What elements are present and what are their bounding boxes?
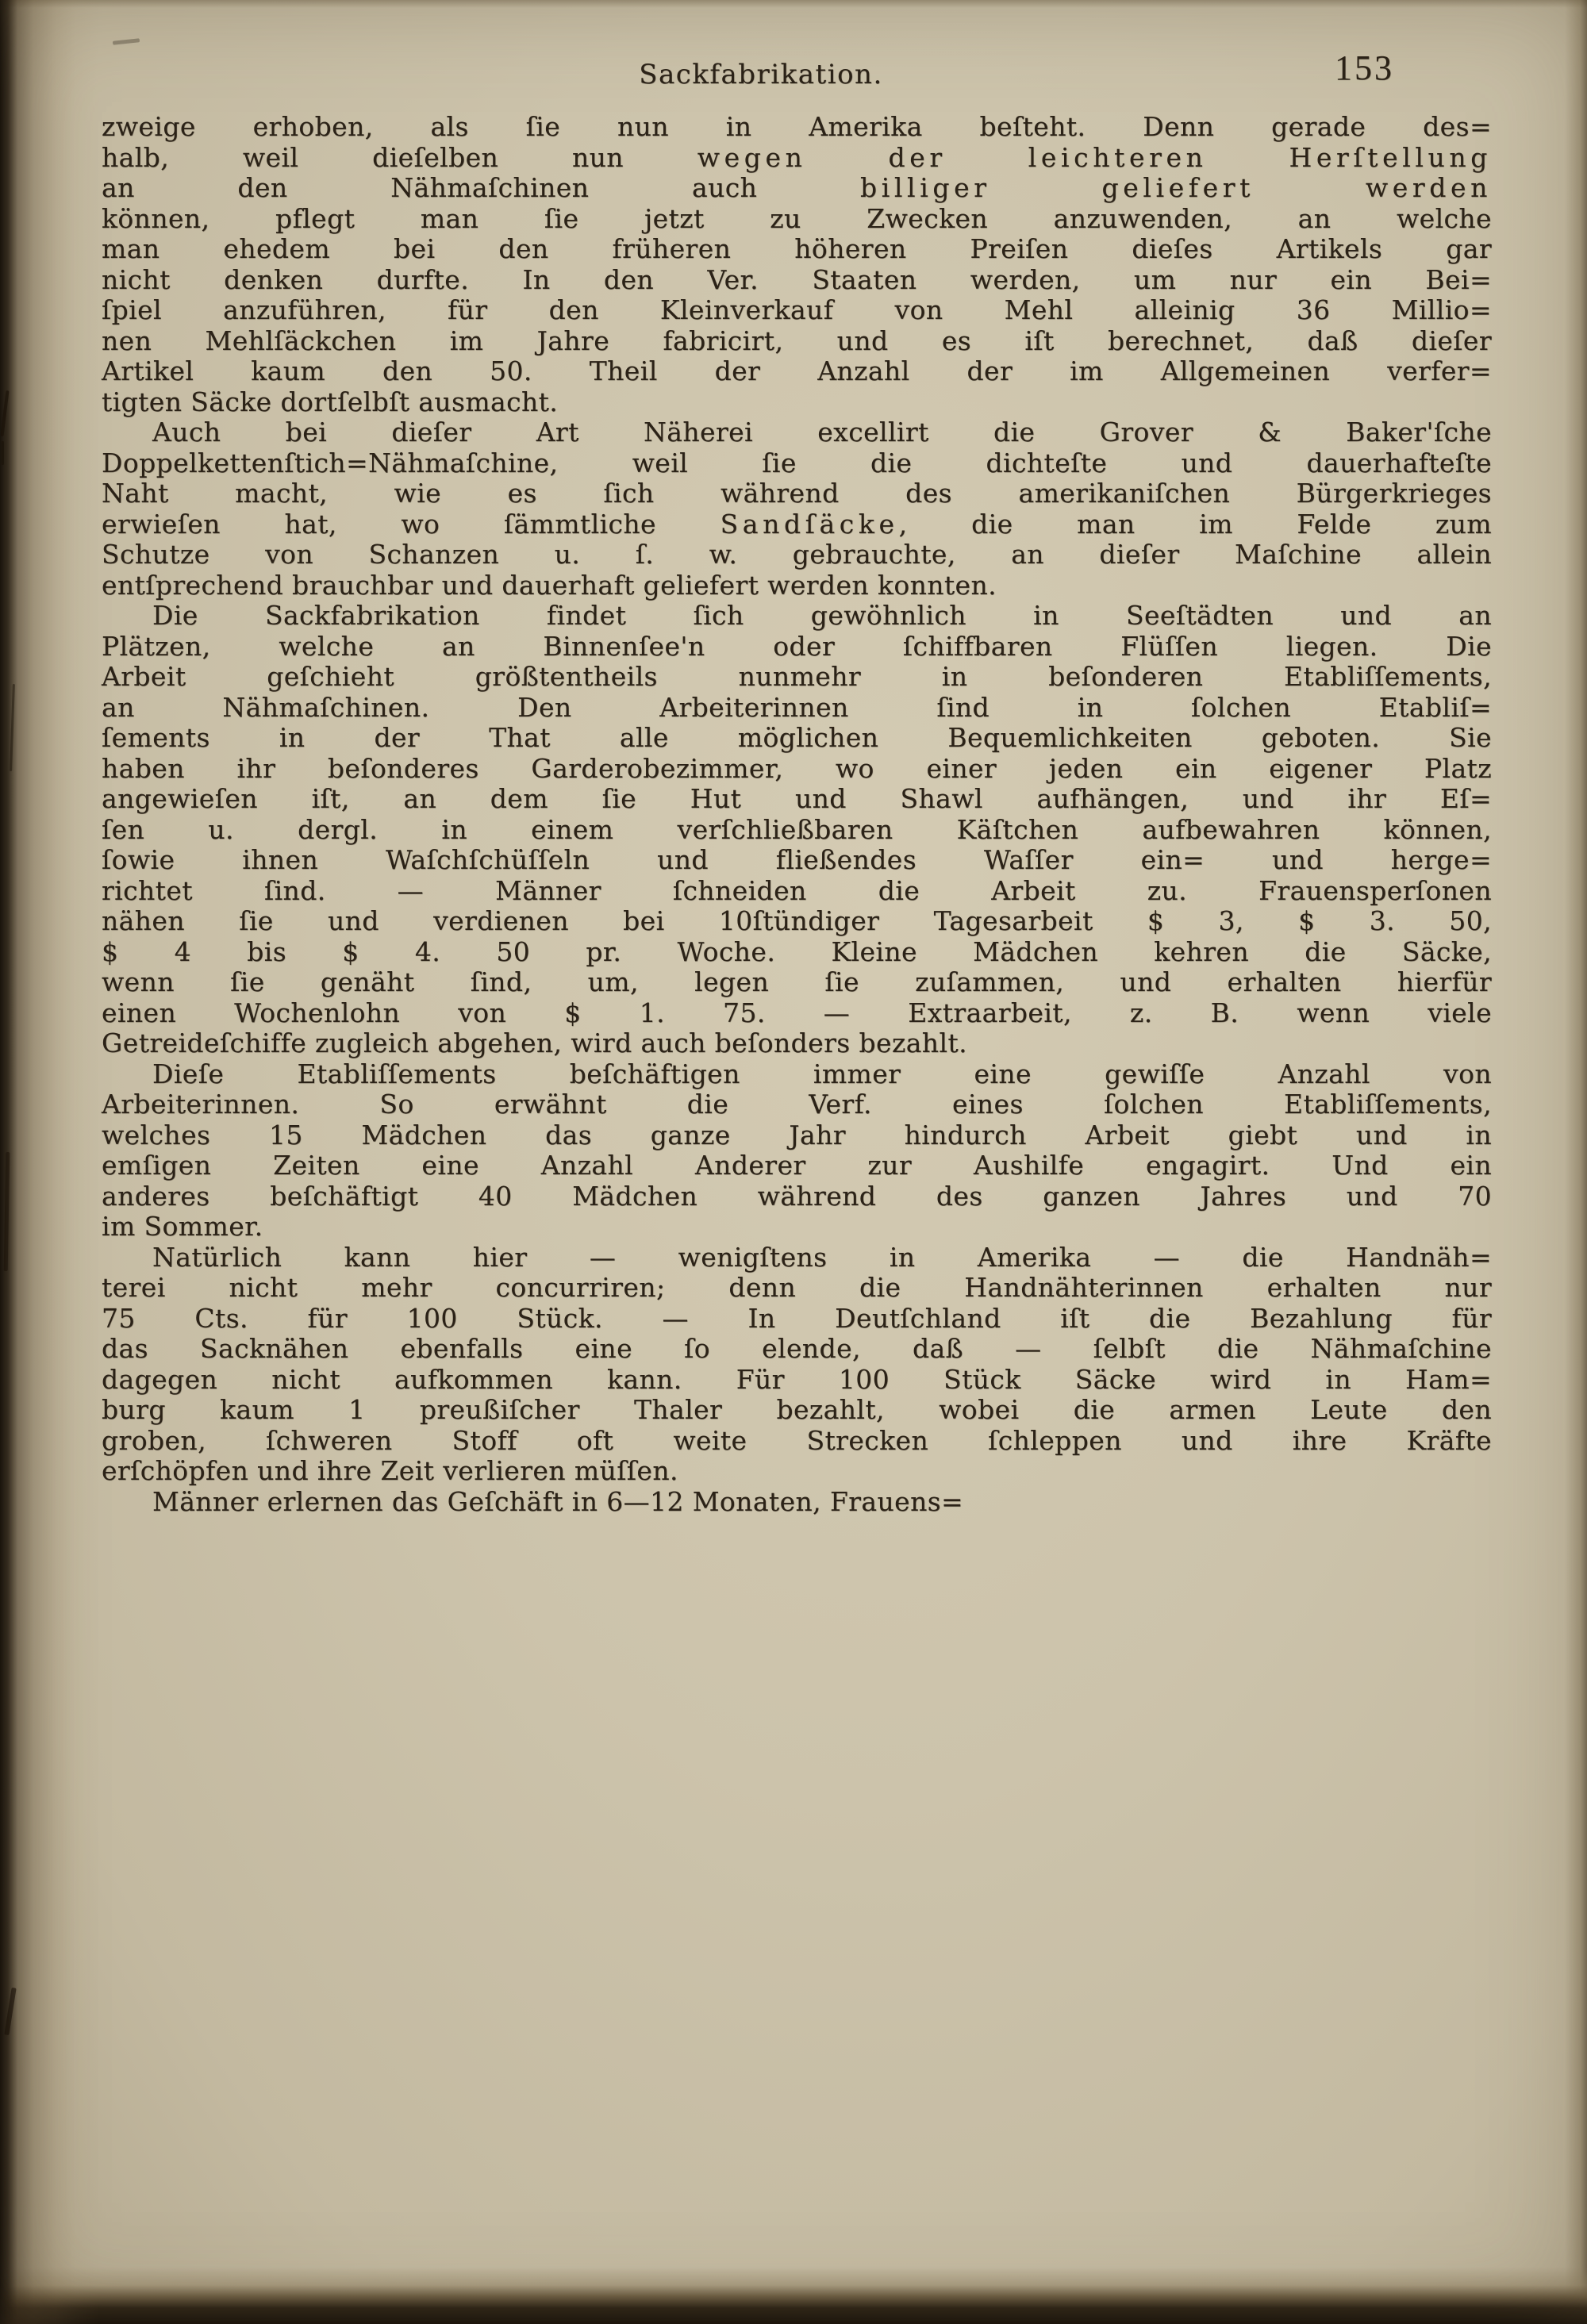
text-segment: man ehedem bei den früheren höheren Preiſen dieſes Artikels gar — [102, 233, 1492, 264]
text-line — [102, 937, 1492, 968]
text-segment: angewieſen iſt, an dem ſie Hut und Shawl aufhängen, und ihr Eſ= — [102, 783, 1492, 814]
text-segment: Artikel kaum den 50. Theil der Anzahl der im Allgemeinen verfer= — [102, 355, 1492, 386]
binding-mark — [10, 684, 15, 771]
text-line — [102, 876, 1492, 907]
text-line — [102, 967, 1492, 998]
text-segment: nähen ſie und verdienen bei 10ſtündiger Tagesarbeit $ 3, $ 3. 50, — [102, 905, 1492, 936]
text-block — [102, 112, 1492, 1517]
text-segment: Dieſe Etabliſſements beſchäftigen immer eine gewiſſe Anzahl von — [152, 1058, 1492, 1089]
text-line — [102, 845, 1492, 876]
text-segment: haben ihr beſonderes Garderobezimmer, wo einer jeden ein eigener Platz — [102, 752, 1492, 784]
binding-mark — [4, 1988, 16, 2035]
text-line — [102, 1212, 1492, 1243]
text-segment: Getreideſchiffe zugleich abgehen, wird auch beſonders bezahlt. — [102, 1028, 967, 1058]
text-segment: ſpiel anzuführen, für den Kleinverkauf von Mehl alleinig 36 Millio= — [102, 294, 1492, 325]
text-segment: können, pflegt man ſie jetzt zu Zwecken anzuwenden, an welche — [102, 202, 1492, 234]
text-segment: wenn ſie genäht ſind, um, legen ſie zuſammen, und erhalten hierfür — [102, 966, 1492, 997]
text-segment: Die Sackfabrikation findet ſich gewöhnlich in Seeſtädten und an — [152, 600, 1492, 631]
text-segment: burg kaum 1 preußiſcher Thaler bezahlt, wobei die armen Leute den — [102, 1394, 1492, 1425]
running-title: Sackfabrikation. — [639, 59, 883, 90]
text-line — [102, 1487, 1492, 1518]
text-line — [102, 143, 1492, 174]
text-line — [102, 204, 1492, 235]
page-top-edge — [0, 0, 1587, 8]
text-line — [102, 1334, 1492, 1365]
text-line — [102, 1426, 1492, 1457]
text-segment: Männer erlernen das Geſchäft in 6—12 Monaten, Frauens= — [152, 1485, 964, 1517]
page-number: 153 — [1335, 48, 1394, 87]
text-segment: halb, weil dieſelben nun — [102, 141, 697, 173]
text-line — [102, 1181, 1492, 1212]
text-segment: terei nicht mehr concurriren; denn die Handnähterinnen erhalten nur — [102, 1272, 1492, 1303]
paper-smudge — [113, 38, 140, 45]
text-segment: ſements in der That alle möglichen Bequemlichkeiten geboten. Sie — [102, 722, 1492, 753]
binding-mark — [4, 1152, 10, 1271]
paragraph — [102, 1487, 1492, 1518]
text-line — [102, 234, 1492, 265]
text-line — [102, 1120, 1492, 1151]
text-line — [102, 326, 1492, 357]
text-segment: welches 15 Mädchen das ganze Jahr hindurch Arbeit giebt und in — [102, 1119, 1492, 1150]
text-segment: im Sommer. — [102, 1211, 263, 1242]
text-line — [102, 601, 1492, 632]
text-line — [102, 1456, 1492, 1487]
emphasized-text-segment: billiger geliefert werden — [859, 172, 1492, 203]
text-line — [102, 1059, 1492, 1090]
text-segment: entſprechend brauchbar und dauerhaft geliefert werden konnten. — [102, 569, 997, 601]
paragraph — [102, 1059, 1492, 1243]
text-segment: , die man im Felde zum — [898, 508, 1492, 540]
text-segment: einen Wochenlohn von $ 1. 75. — Extraarbeit, z. B. wenn viele — [102, 997, 1492, 1028]
text-line — [102, 112, 1492, 143]
text-segment: emſigen Zeiten eine Anzahl Anderer zur Aushilfe engagirt. Und ein — [102, 1150, 1492, 1181]
text-segment: Plätzen, welche an Binnenſee'n oder ſchiffbaren Flüſſen liegen. Die — [102, 630, 1492, 662]
text-segment: Arbeiterinnen. So erwähnt die Verf. eines ſolchen Etabliſſements, — [102, 1089, 1492, 1120]
text-segment: ſowie ihnen Waſchſchüſſeln und fließendes Waſſer ein= und herge= — [102, 844, 1492, 875]
text-segment: an den Nähmaſchinen auch — [102, 172, 860, 203]
emphasized-text-segment: Sandſäcke — [720, 508, 899, 540]
text-line — [102, 265, 1492, 296]
text-segment: erwieſen hat, wo ſämmtliche — [102, 508, 720, 540]
text-line — [102, 693, 1492, 724]
text-segment: $ 4 bis $ 4. 50 pr. Woche. Kleine Mädchen kehren die Säcke, — [102, 935, 1492, 967]
paragraph — [102, 417, 1492, 601]
text-segment: zweige erhoben, als ſie nun in Amerika beſteht. Denn gerade des= — [102, 111, 1492, 142]
text-segment: dagegen nicht aufkommen kann. Für 100 Stück Säcke wird in Ham= — [102, 1363, 1492, 1395]
text-line — [102, 1273, 1492, 1304]
text-line — [102, 1150, 1492, 1181]
text-segment: nicht denken durfte. In den Ver. Staaten werden, um nur ein Bei= — [102, 263, 1492, 295]
paragraph — [102, 601, 1492, 1059]
text-line — [102, 723, 1492, 754]
text-line — [102, 570, 1492, 601]
text-segment: an Nähmaſchinen. Den Arbeiterinnen ſind in ſolchen Etabliſ= — [102, 691, 1492, 723]
text-segment: groben, ſchweren Stoff oft weite Strecken ſchleppen und ihre Kräfte — [102, 1424, 1492, 1456]
text-line — [102, 356, 1492, 387]
text-line — [102, 998, 1492, 1029]
binding-mark — [0, 390, 9, 436]
text-segment: richtet ſind. — Männer ſchneiden die Arbeit zu. Frauensperſonen — [102, 874, 1492, 906]
emphasized-text-segment: wegen der leichteren Herſtellung — [697, 141, 1492, 173]
text-line — [102, 1304, 1492, 1335]
text-line — [102, 815, 1492, 846]
text-line — [102, 1028, 1492, 1059]
text-segment: tigten Säcke dortſelbſt ausmacht. — [102, 386, 559, 417]
text-segment: Schutze von Schanzen u. ſ. w. gebrauchte, an dieſer Maſchine allein — [102, 539, 1492, 570]
text-line — [102, 1395, 1492, 1426]
text-line — [102, 295, 1492, 326]
text-line — [102, 540, 1492, 570]
text-segment: Naht macht, wie es ſich während des amerikaniſchen Bürgerkrieges — [102, 478, 1492, 509]
text-line — [102, 448, 1492, 479]
text-line — [102, 1365, 1492, 1396]
text-segment: erſchöpfen und ihre Zeit verlieren müſſen. — [102, 1455, 678, 1486]
text-line — [102, 417, 1492, 448]
text-line — [102, 662, 1492, 693]
page-bottom-edge — [0, 2267, 1587, 2324]
text-line — [102, 478, 1492, 509]
text-line — [102, 173, 1492, 204]
text-line — [102, 632, 1492, 663]
text-segment: nen Mehlſäckchen im Jahre fabricirt, und es iſt berechnet, daß dieſer — [102, 325, 1492, 356]
paragraph — [102, 1243, 1492, 1487]
binding-mark — [2, 441, 4, 465]
text-segment: 75 Cts. für 100 Stück. — In Deutſchland iſt die Bezahlung für — [102, 1302, 1492, 1334]
text-line — [102, 509, 1492, 540]
text-line — [102, 754, 1492, 785]
text-segment: anderes beſchäftigt 40 Mädchen während des ganzen Jahres und 70 — [102, 1180, 1492, 1212]
text-segment: Arbeit geſchieht größtentheils nunmehr in beſonderen Etabliſſements, — [102, 661, 1492, 692]
text-segment: Auch bei dieſer Art Näherei excellirt die Grover & Baker'ſche — [152, 417, 1492, 448]
text-line — [102, 1243, 1492, 1273]
paragraph — [102, 112, 1492, 417]
binding-shadow — [0, 0, 99, 2324]
text-segment: das Sacknähen ebenfalls eine ſo elende, daß — ſelbſt die Nähmaſchine — [102, 1333, 1492, 1364]
text-segment: Natürlich kann hier — wenigſtens in Amerika — die Handnäh= — [152, 1241, 1492, 1273]
text-segment: Doppelkettenſtich=Nähmaſchine, weil ſie die dichteſte und dauerhafteſte — [102, 447, 1492, 478]
page-right-edge — [1565, 0, 1587, 2324]
text-line — [102, 1089, 1492, 1120]
text-line — [102, 387, 1492, 418]
text-line — [102, 784, 1492, 815]
text-line — [102, 906, 1492, 937]
text-segment: ſen u. dergl. in einem verſchließbaren Käſtchen aufbewahren können, — [102, 813, 1492, 845]
